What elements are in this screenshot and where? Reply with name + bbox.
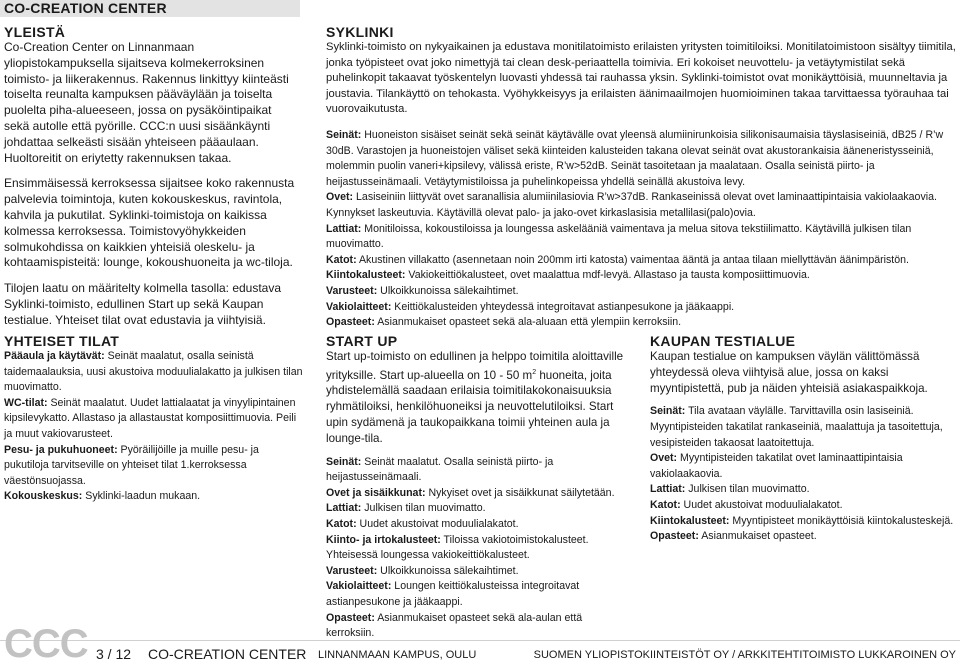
- spec-key: Ovet:: [650, 452, 678, 465]
- section-syklinki: [326, 24, 956, 331]
- spec-key: Kiintokalusteet:: [326, 269, 406, 282]
- kaupan-spec-list: [650, 404, 954, 544]
- spec-text: Tila avataan väylälle. Tarvittavilla osin lasiseiniä. Myyntipisteiden takatilat rankaseiniä, maalattuja ja tasoitettuja, vesipisteiden takaosat laatoitettuja.: [650, 405, 943, 449]
- spec-text: Seinät maalatut. Osalla seinistä piirto- ja heijastusseinämaali.: [326, 455, 554, 484]
- spec-key: Seinät:: [326, 128, 362, 141]
- spec-text: Syklinki-laadun mukaan.: [82, 490, 201, 503]
- spec-item: [650, 529, 954, 545]
- spec-key: Kiinto- ja irtokalusteet:: [326, 533, 441, 546]
- footer-title: CO-CREATION CENTER: [148, 646, 307, 662]
- page-title: CO-CREATION CENTER: [4, 0, 167, 16]
- spec-key: WC-tilat:: [4, 396, 48, 409]
- syklinki-spec-list: [326, 128, 956, 331]
- spec-item: [4, 489, 304, 505]
- yleista-paragraph-1: Co-Creation Center on Linnanmaan yliopistokampuksella sijaitseva kolmekerroksinen toimisto- ja liikerakennus. Rakennus linkittyy kiinteästi toiselta reunalta kampuksen pääväylään ja toiselta puolelta piha-alueeseen, jossa on pysäköintipaikat sekä autolle että pyörille. CCC:n uusi sisäänkäynti johdattaa selkeästi sisään yhteiseen pääaulaan. Huoltoreitit on eriytetty rakennuksen takaa.: [4, 40, 289, 165]
- yleista-paragraph-3: Tilojen laatu on määritelty kolmella tasolla: edustava Syklinki-toimisto, edullinen Start up sekä Kaupan testialue. Yhteiset tilat ovat edustavia ja viihtyisiä.: [4, 281, 282, 327]
- spec-key: Katot:: [326, 253, 357, 266]
- spec-text: Pyöräilijöille ja muille pesu- ja pukutiloja tarvitseville on yhteiset tilat 1.kerroksessa väestönsuojassa.: [4, 443, 259, 487]
- section-yhteiset-tilat: [4, 333, 304, 505]
- spec-key: Kiintokalusteet:: [650, 514, 730, 527]
- spec-item: [326, 517, 626, 533]
- spec-item: [326, 315, 956, 331]
- spec-key: Lattiat:: [650, 483, 686, 496]
- spec-key: Lattiat:: [326, 502, 362, 515]
- spec-item: [650, 404, 954, 451]
- spec-item: [326, 300, 956, 316]
- spec-key: Katot:: [650, 498, 681, 511]
- spec-item: [4, 443, 304, 490]
- spec-key: Seinät:: [650, 405, 686, 418]
- spec-text: Akustinen villakatto (asennetaan noin 200mm irti katosta) vaimentaa ääntä ja antaa tilaan miellyttävän äänimpäristön.: [356, 253, 909, 266]
- startup-heading: START UP: [326, 333, 398, 349]
- spec-text: Julkisen tilan muovimatto.: [361, 502, 486, 515]
- spec-text: Julkisen tilan muovimatto.: [685, 483, 810, 496]
- spec-text: Monitiloissa, kokoustiloissa ja loungessa askelääniä vaimentava ja melua sitova tekstiilimatto. Käytävillä julkisen tilan muovimatto.: [326, 222, 912, 251]
- yleista-paragraph-2: Ensimmäisessä kerroksessa sijaitsee koko rakennusta palvelevia toimintoja, kuten kokouskeskus, ravintola, kahvila ja pukutilat. Syklinki-toimistoja on kaikissa kolmessa kerroksessa. Toimistovyöhykkeiden solmukohdissa on kaikkien yhteisiä oleskelu- ja kohtaamispisteitä: lounge, kokoushuoneita ja wc-tiloja.: [4, 176, 295, 270]
- spec-text: Ulkoikkunoissa sälekaihtimet.: [377, 284, 519, 297]
- page-number: 3 / 12: [96, 646, 132, 662]
- spec-key: Lattiat:: [326, 222, 362, 235]
- ccc-logo: CCC: [4, 622, 88, 666]
- spec-key: Pesu- ja pukuhuoneet:: [4, 443, 118, 456]
- spec-item: [4, 396, 304, 443]
- spec-item: [326, 501, 626, 517]
- spec-item: [4, 349, 304, 396]
- spec-key: Opasteet:: [326, 611, 375, 624]
- startup-intro-b: huoneita, joita yhdistelemällä saadaan erilaisia toimitilakokonaisuuksia ryhmätiloiksi, henkilöhuoneiksi ja neuvottelutiloiksi. Start upin sydämenä ja taukopaikkana toimii yhteinen aula ja lounge-tila.: [326, 368, 614, 445]
- spec-key: Vakiolaitteet:: [326, 580, 392, 593]
- spec-text: Loungen keittiökalusteissa integroitavat astianpesukone ja jääkaappi.: [326, 580, 580, 608]
- spec-item: [326, 190, 956, 221]
- spec-key: Pääaula ja käytävät:: [4, 350, 105, 362]
- spec-text: Nykyiset ovet ja sisäikkunat säilytetään.: [425, 486, 615, 499]
- syklinki-intro: Syklinki-toimisto on nykyaikainen ja edustava monitilatoimisto erilaisten yritysten toimitiloiksi. Monitilatoimistoon sisältyy tiimitila, jonka työpisteet ovat joko nimettyjä tai clean desk-periaattella toimivia. Eri kokoiset neuvottelu- ja vetäytymistilat sekä puhelinkopit takaavat työskentelyn luovasti yhdessä tai rauhassa yksin. Syklinki-toimistot ovat monikäyttöisiä, muunneltavia ja joustavia. Tilankäyttö on tehokasta. Vyöhykkeisyys ja erilaisten äänimaailmojen huomioiminen takaa tarvittaessa työrauhaa tai vuorovaikutusta.: [326, 41, 956, 116]
- kaupan-intro: Kaupan testialue on kampuksen väylän välittömässä yhteydessä oleva viihtyisä alue, jossa on kaksi myyntipistettä, pub ja näiden yhteisiä asiakaspaikkoja.: [650, 350, 928, 395]
- spec-item: [326, 128, 956, 190]
- section-yleista: [4, 24, 300, 329]
- spec-text: Tiloissa vakiotoimistokalusteet. Yhteisessä loungessa vakiokeittiökalusteet.: [326, 533, 589, 562]
- section-kaupan-testialue: [650, 333, 954, 545]
- spec-text: Asianmukaiset opasteet sekä ala-aulan että kerroksiin.: [326, 611, 583, 640]
- footer-subtitle: LINNANMAAN KAMPUS, OULU: [318, 649, 477, 661]
- kaupan-heading: KAUPAN TESTIALUE: [650, 333, 796, 349]
- spec-item: [326, 611, 626, 642]
- spec-item: [326, 455, 626, 486]
- spec-text: Ulkoikkunoissa sälekaihtimet.: [377, 564, 519, 577]
- yhteiset-heading: YHTEISET TILAT: [4, 333, 120, 349]
- startup-intro-a: Start up-toimisto on edullinen ja helppo toimitila aloittaville yrityksille. Start up-alueella on 10 - 50 m: [326, 350, 624, 382]
- startup-spec-list: [326, 455, 626, 642]
- spec-item: [326, 533, 626, 564]
- spec-key: Opasteet:: [650, 530, 699, 543]
- spec-item: [326, 284, 956, 300]
- spec-key: Opasteet:: [326, 316, 375, 329]
- spec-text: Asianmukaiset opasteet.: [698, 530, 817, 543]
- footer-divider: [0, 640, 960, 641]
- spec-item: [650, 451, 954, 482]
- spec-item: [326, 253, 956, 269]
- spec-item: [650, 498, 954, 514]
- spec-text: Seinät maalatut. Uudet lattialaatat ja vinyylipintainen kipsilevykatto. Allastaso ja allastaustat komposiittimuovia. Peili ja muut vakiovarusteet.: [4, 396, 297, 440]
- footer-credits: SUOMEN YLIOPISTOKIINTEISTÖT OY / ARKKITEHTITOIMISTO LUKKAROINEN OY: [533, 649, 956, 661]
- spec-text: Seinät maalatut, osalla seinistä taidemaalauksia, uusi akustoiva moduulialakatto ja julkisen tilan muovimatto.: [4, 350, 303, 394]
- spec-text: Huoneiston sisäiset seinät sekä seinät käytävälle ovat yleensä alumiinirunkoisia silikonisaumaisia täyslasiseiniä, dB25 / R’w 30dB. Varastojen ja huoneistojen väliset sekä kiinteiden kalusteiden takana olevat seinät ovat akustorankaisia ääneneristysseiniä, molemmin puolin vaneri+kipsilevy, välissä eriste, R’w>52dB. Seinät tasoitetaan ja maalataan. Osalla seinistä piirto- ja heijastusseinämaali. Vetäytymistiloissa ja puhelinkopeissa yhdellä seinällä akustoiva levy.: [326, 128, 944, 188]
- spec-text: Asianmukaiset opasteet sekä ala-aluaan että ylempiin kerroksiin.: [374, 316, 682, 329]
- spec-key: Varusteet:: [326, 284, 378, 297]
- spec-key: Varusteet:: [326, 564, 378, 577]
- spec-item: [650, 514, 954, 530]
- spec-key: Seinät:: [326, 455, 362, 468]
- startup-intro: [326, 349, 626, 447]
- spec-text: Myyntipisteiden takatilat ovet laminaattipintaisia vakiolaakaovia.: [650, 452, 903, 480]
- spec-item: [326, 579, 626, 610]
- spec-text: Vakiokeittiökalusteet, ovet maalattua mdf-levyä. Allastaso ja tausta komposiittimuovia.: [405, 269, 810, 282]
- spec-item: [326, 486, 626, 502]
- spec-item: [650, 482, 954, 498]
- spec-text: Keittiökalusteiden yhteydessä integroitavat astianpesukone ja jääkaappi.: [391, 300, 735, 313]
- spec-key: Kokouskeskus:: [4, 490, 83, 503]
- spec-text: Uudet akustoivat moduulialakatot.: [680, 498, 843, 511]
- spec-text: Lasiseiniin liittyvät ovet saranallisia alumiinilasiovia R’w>37dB. Rankaseinissä olevat ovet laminaattipintaisia vakiolaakaovia. Kynnykset laskeutuvia. Käytävillä olevat palo- ja jako-ovet kirkaslasisia metallilasi(palo)ovia.: [326, 191, 937, 219]
- startup-intro-sup: 2: [532, 368, 537, 376]
- section-start-up: [326, 333, 626, 642]
- spec-key: Katot:: [326, 518, 357, 531]
- spec-item: [326, 222, 956, 253]
- spec-item: [326, 564, 626, 580]
- spec-item: [326, 268, 956, 284]
- yleista-heading: YLEISTÄ: [4, 24, 66, 40]
- syklinki-heading: SYKLINKI: [326, 24, 394, 40]
- spec-key: Ovet ja sisäikkunat:: [326, 486, 426, 499]
- spec-key: Ovet:: [326, 191, 354, 204]
- spec-text: Uudet akustoivat moduulialakatot.: [356, 518, 519, 531]
- spec-text: Myyntipisteet monikäyttöisiä kiintokalusteskejä.: [729, 514, 954, 527]
- spec-key: Vakiolaitteet:: [326, 300, 392, 313]
